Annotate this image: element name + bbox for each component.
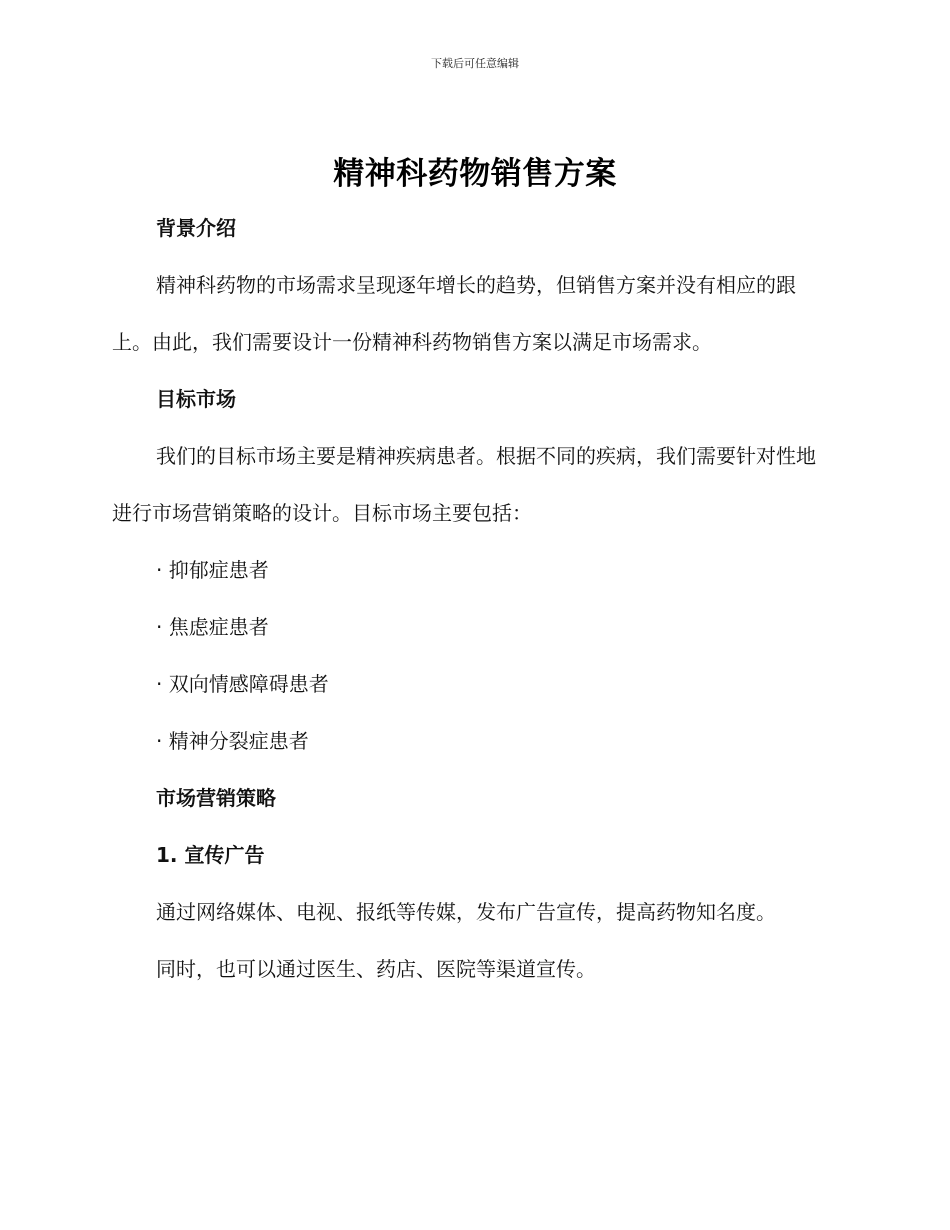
page-header-note: 下载后可任意编辑 bbox=[431, 57, 519, 70]
document-body bbox=[112, 200, 832, 998]
section-heading-marketing: 市场营销策略 bbox=[156, 786, 276, 810]
list-item: · 双向情感障碍患者 bbox=[156, 672, 329, 696]
section-heading-background: 背景介绍 bbox=[156, 216, 236, 240]
list-item: · 抑郁症患者 bbox=[156, 558, 269, 582]
subheading-advertising: 1. 宣传广告 bbox=[156, 843, 265, 867]
document-title: 精神科药物销售方案 bbox=[333, 156, 617, 192]
background-paragraph: 精神科药物的市场需求呈现逐年增长的趋势，但销售方案并没有相应的跟上。由此，我们需要设计一份精神科药物销售方案以满足市场需求。 bbox=[112, 273, 796, 354]
section-heading-target-market: 目标市场 bbox=[156, 387, 236, 411]
target-market-paragraph: 我们的目标市场主要是精神疾病患者。根据不同的疾病，我们需要针对性地进行市场营销策略的设计。目标市场主要包括： bbox=[112, 444, 816, 525]
advertising-line-1: 通过网络媒体、电视、报纸等传媒，发布广告宣传，提高药物知名度。 bbox=[156, 900, 776, 924]
list-item: · 焦虑症患者 bbox=[156, 615, 269, 639]
list-item: · 精神分裂症患者 bbox=[156, 729, 309, 753]
advertising-line-2: 同时，也可以通过医生、药店、医院等渠道宣传。 bbox=[156, 957, 596, 981]
